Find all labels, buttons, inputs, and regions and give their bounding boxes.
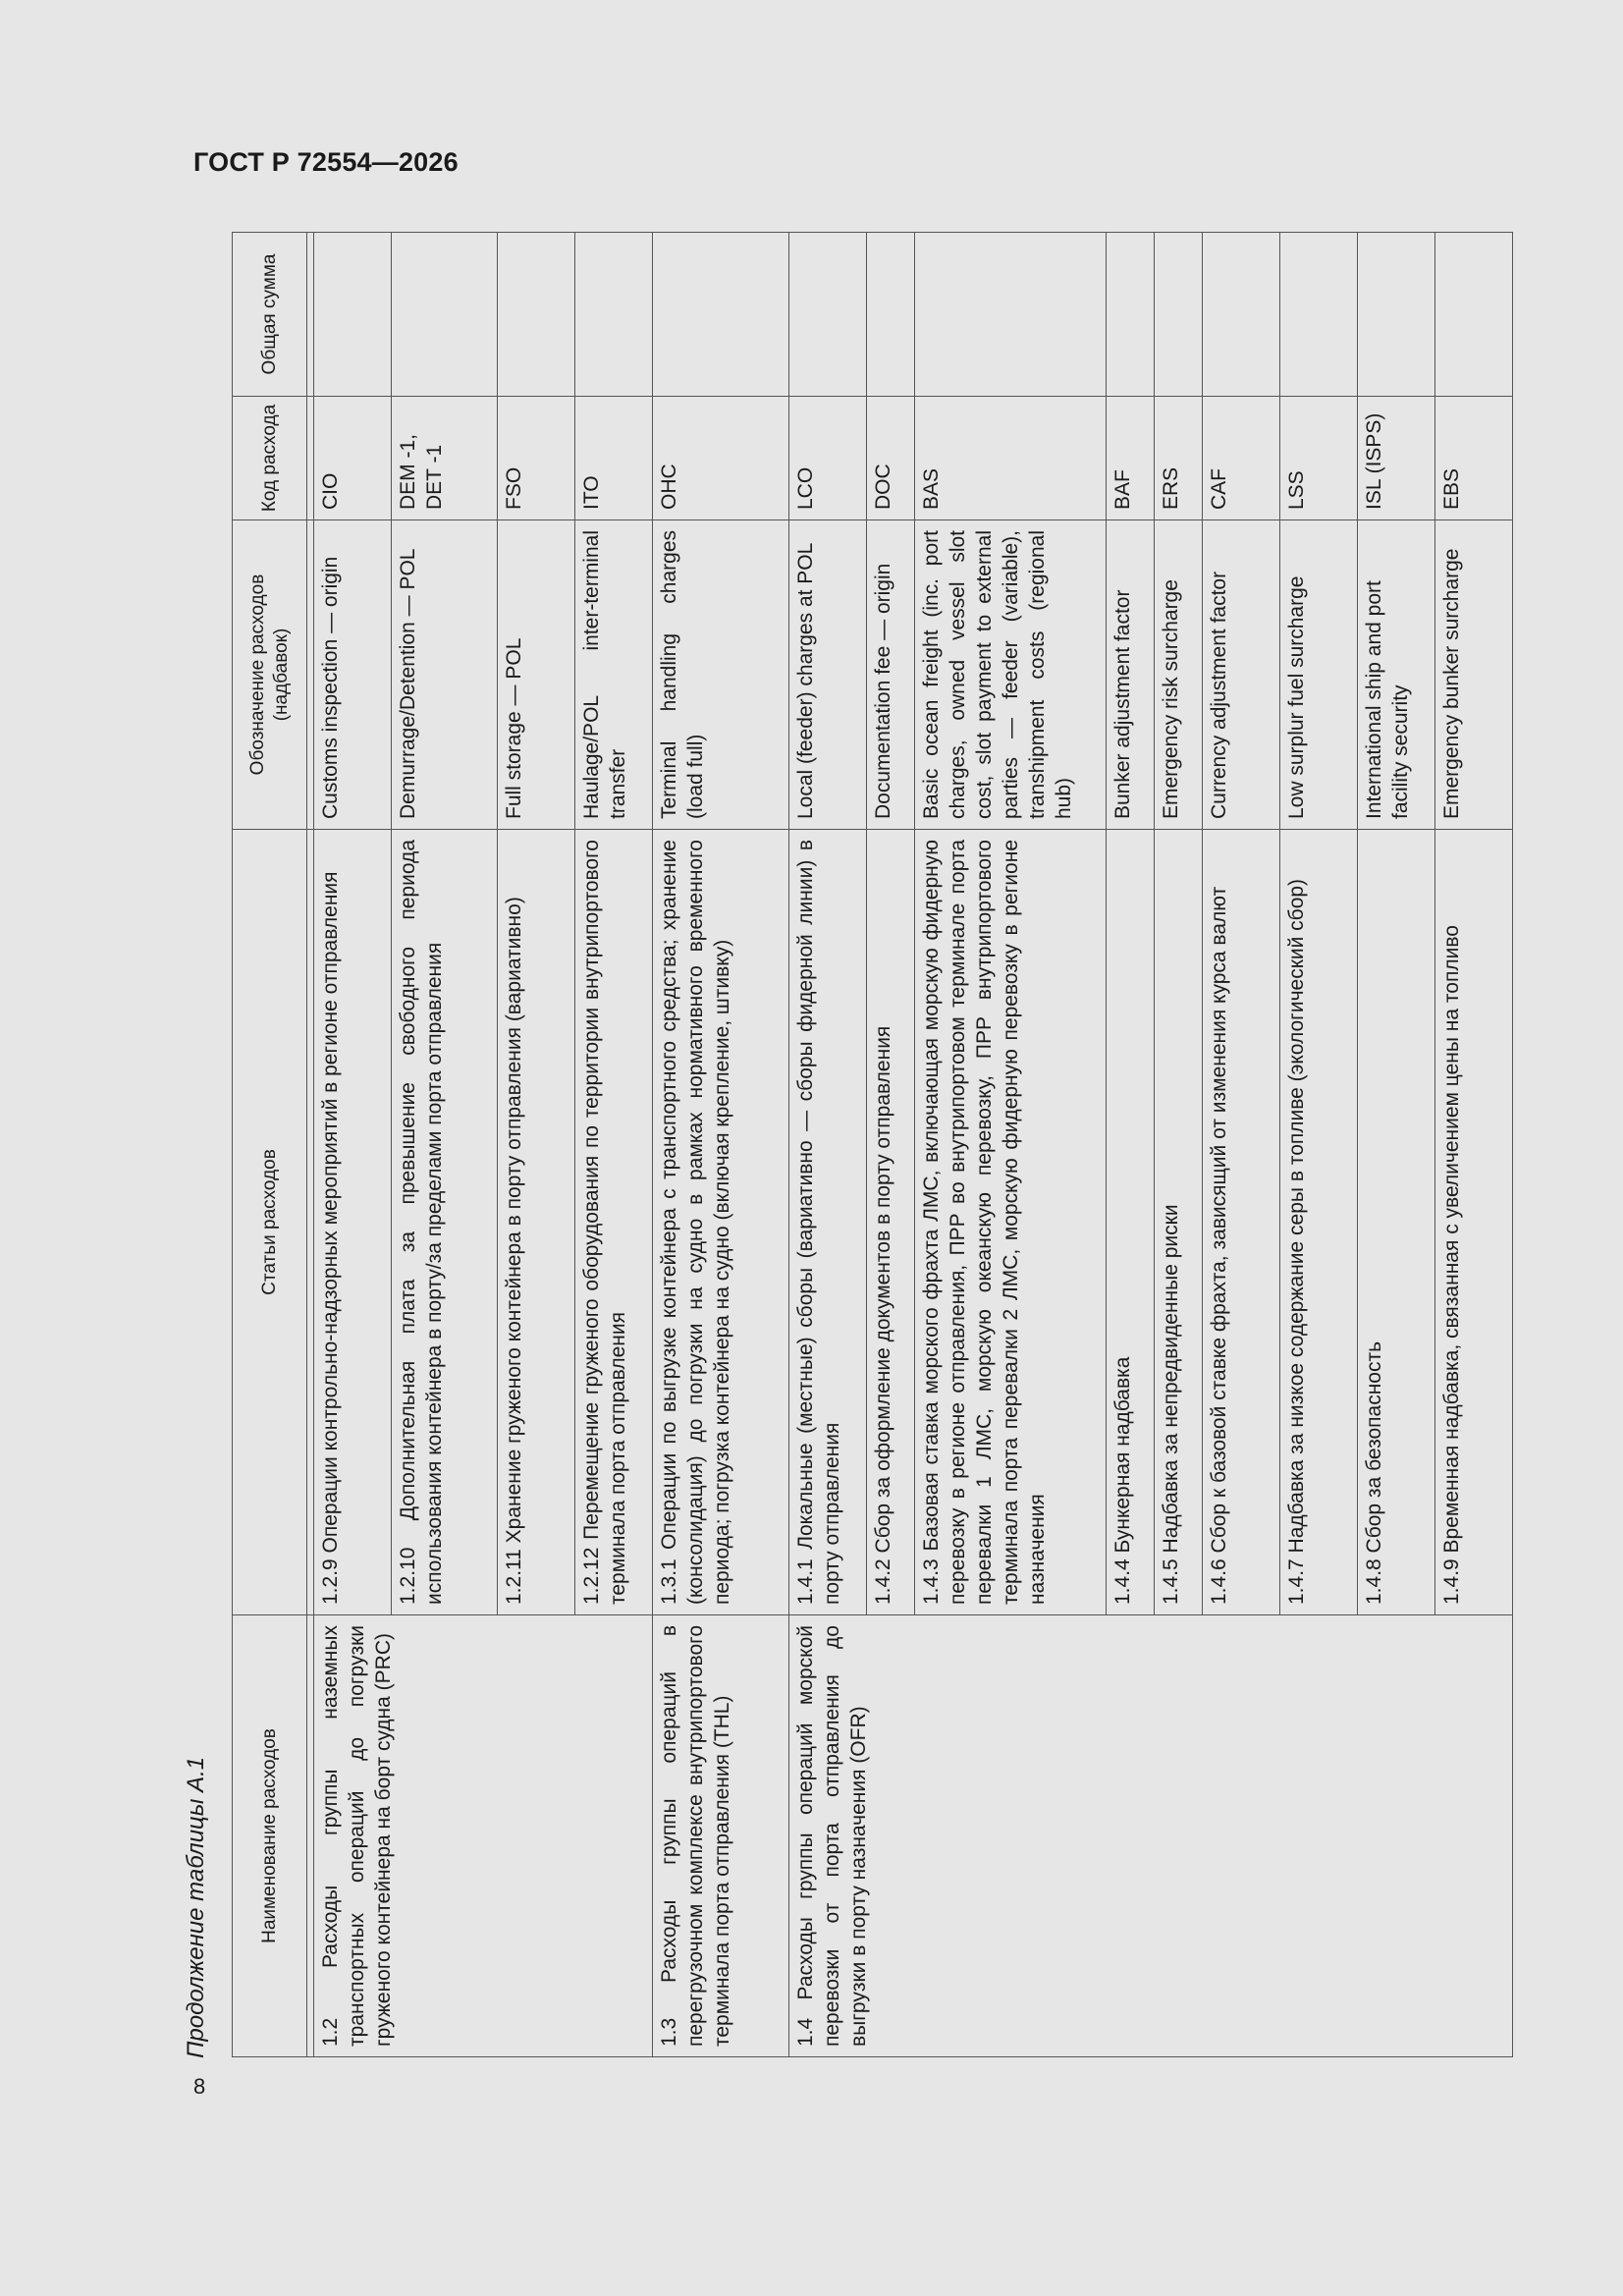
code-cell: DOC [867, 397, 915, 520]
designation-cell: Documentation fee — origin [867, 520, 915, 830]
page-number: 8 [193, 2074, 206, 2099]
group-name-cell: 1.3 Расходы группы операций в перегрузочном комплексе внутрипортового терминала порта отправления (THL) [653, 1615, 789, 2057]
cost-item-cell: 1.4.4 Бункерная надбавка [1107, 830, 1155, 1615]
designation-cell: Local (feeder) charges at POL [789, 520, 867, 830]
table-row [653, 233, 789, 2057]
designation-cell: International ship and port facility security [1358, 520, 1435, 830]
code-cell: ITO [575, 397, 653, 520]
table-continuation-caption: Продолжение таблицы А.1 [183, 1756, 209, 2058]
rotated-table-frame [232, 233, 1505, 2057]
code-cell: EBS [1435, 397, 1513, 520]
designation-cell: Basic ocean freight (inc. port charges, owned vessel slot cost, slot payment to external parties — feeder (variable), transhipment costs (regional hub) [915, 520, 1107, 830]
designation-cell: Terminal handling charges (load full) [653, 520, 789, 830]
document-header: ГОСТ Р 72554—2026 [193, 147, 459, 177]
code-cell: CIO [314, 397, 392, 520]
cost-item-cell: 1.4.3 Базовая ставка морского фрахта ЛМС, включающая морскую фидерную перевозку в регионе отправления, ПРР во внутрипортовом терминале порта перевалки 1 ЛМС, морскую океанскую перевозку, ПРР внутрипортового терминала порта перевалки 2 ЛМС, морскую фидерную перевозку в регионе назначения [915, 830, 1107, 1615]
total-cell [575, 233, 653, 397]
designation-cell: Customs inspection — origin [314, 520, 392, 830]
code-cell: BAF [1107, 397, 1155, 520]
total-cell [789, 233, 867, 397]
cost-item-cell: 1.4.8 Сбор за безопасность [1358, 830, 1435, 1615]
column-header: Код расхода [233, 397, 307, 520]
code-cell: LCO [789, 397, 867, 520]
header-separator [307, 233, 314, 2057]
total-cell [314, 233, 392, 397]
code-cell: OHC [653, 397, 789, 520]
cost-item-cell: 1.2.11 Хранение груженого контейнера в порту отправления (вариативно) [498, 830, 575, 1615]
cost-item-cell: 1.4.5 Надбавка за непредвиденные риски [1155, 830, 1203, 1615]
column-header: Общая сумма [233, 233, 307, 397]
table-row [314, 233, 392, 2057]
designation-cell: Currency adjustment factor [1203, 520, 1280, 830]
code-cell: BAS [915, 397, 1107, 520]
cost-item-cell: 1.4.9 Временная надбавка, связанная с увеличением цены на топливо [1435, 830, 1513, 1615]
code-cell: LSS [1280, 397, 1358, 520]
total-cell [392, 233, 498, 397]
designation-cell: Haulage/POL inter-terminal transfer [575, 520, 653, 830]
cost-item-cell: 1.2.9 Операции контрольно-надзорных мероприятий в регионе отправления [314, 830, 392, 1615]
total-cell [653, 233, 789, 397]
designation-cell: Demurrage/Detention — POL [392, 520, 498, 830]
cost-table [232, 232, 1513, 2057]
cost-item-cell: 1.3.1 Операции по выгрузке контейнера с транспортного средства; хранение (консолидация) до погрузки на судно в рамках нормативного временного периода; погрузка контейнера на судно (включая крепление, штивку) [653, 830, 789, 1615]
designation-cell: Full storage — POL [498, 520, 575, 830]
total-cell [915, 233, 1107, 397]
total-cell [1280, 233, 1358, 397]
cost-item-cell: 1.4.6 Сбор к базовой ставке фрахта, зависящий от изменения курса валют [1203, 830, 1280, 1615]
designation-cell: Emergency bunker surcharge [1435, 520, 1513, 830]
column-header: Наименование расходов [233, 1615, 307, 2057]
cost-item-cell: 1.2.12 Перемещение груженого оборудования по территории внутрипортового терминала порта отправления [575, 830, 653, 1615]
code-cell: DEM -1, DET -1 [392, 397, 498, 520]
table-header-row [233, 233, 307, 2057]
total-cell [1203, 233, 1280, 397]
cost-item-cell: 1.4.2 Сбор за оформление документов в порту отправления [867, 830, 915, 1615]
total-cell [1155, 233, 1203, 397]
total-cell [498, 233, 575, 397]
designation-cell: Emergency risk surcharge [1155, 520, 1203, 830]
cost-item-cell: 1.2.10 Дополнительная плата за превышение свободного периода использования контейнера в порту/за пределами порта отправления [392, 830, 498, 1615]
total-cell [1358, 233, 1435, 397]
table-row [789, 233, 867, 2057]
cost-item-cell: 1.4.7 Надбавка за низкое содержание серы в топливе (экологический сбор) [1280, 830, 1358, 1615]
total-cell [1435, 233, 1513, 397]
designation-cell: Bunker adjustment factor [1107, 520, 1155, 830]
code-cell: CAF [1203, 397, 1280, 520]
code-cell: ERS [1155, 397, 1203, 520]
total-cell [867, 233, 915, 397]
column-header: Обозначение расходов (надбавок) [233, 520, 307, 830]
group-name-cell: 1.4 Расходы группы операций морской перевозки от порта отправления до выгрузки в порту назначения (OFR) [789, 1615, 1513, 2057]
group-name-cell: 1.2 Расходы группы наземных транспортных операций до погрузки груженого контейнера на борт судна (PRC) [314, 1615, 653, 2057]
code-cell: FSO [498, 397, 575, 520]
code-cell: ISL (ISPS) [1358, 397, 1435, 520]
column-header: Статьи расходов [233, 830, 307, 1615]
total-cell [1107, 233, 1155, 397]
designation-cell: Low surplur fuel surcharge [1280, 520, 1358, 830]
cost-item-cell: 1.4.1 Локальные (местные) сборы (вариативно — сборы фидерной линии) в порту отправления [789, 830, 867, 1615]
